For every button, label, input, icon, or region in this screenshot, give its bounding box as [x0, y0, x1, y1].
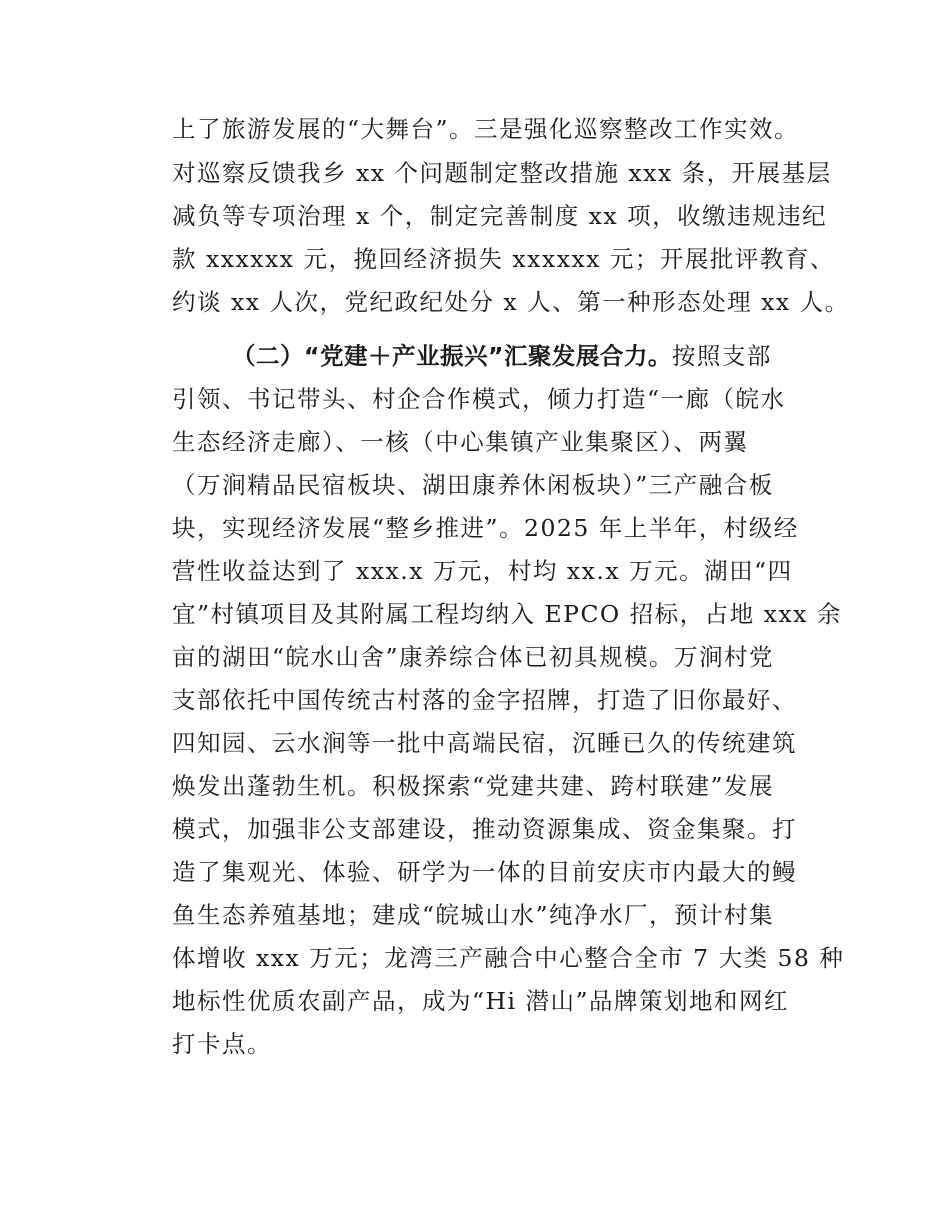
paragraph-line: 对巡察反馈我乡 xx 个问题制定整改措施 xxx 条，开展基层	[172, 159, 832, 187]
paragraph-line: 上了旅游发展的“大舞台”。三是强化巡察整改工作实效。	[172, 115, 800, 143]
paragraph-line: 减负等专项治理 x 个，制定完善制度 xx 项，收缴违规违纪	[172, 202, 828, 230]
paragraph-line: （万涧精品民宿板块、湖田康养休闲板块）”三产融合板	[172, 471, 774, 499]
paragraph-line: 模式，加强非公支部建设，推动资源集成、资金集聚。打	[172, 815, 797, 843]
section-heading-line	[232, 336, 872, 376]
paragraph-line: 亩的湖田“皖水山舍”康养综合体已初具规模。万涧村党	[172, 643, 775, 671]
paragraph-line: 块，实现经济发展“整乡推进”。2025 年上半年，村级经	[172, 514, 799, 542]
paragraph-line: 焕发出蓬勃生机。积极探索“党建共建、跨村联建”发展	[172, 772, 775, 800]
section-heading: （二）“党建＋产业振兴”汇聚发展合力。	[232, 342, 672, 370]
paragraph-line: 款 xxxxxx 元，挽回经济损失 xxxxxx 元；开展批评教育、	[172, 245, 835, 273]
section-first-line-rest: 按照支部	[671, 342, 772, 370]
paragraph-line: 约谈 xx 人次，党纪政纪处分 x 人、第一种形态处理 xx 人。	[172, 288, 850, 316]
paragraph-line: 地标性优质农副产品，成为“Hi 潜山”品牌策划地和网红	[172, 987, 790, 1015]
paragraph-line: 生态经济走廊）、一核（中心集镇产业集聚区）、两翼	[172, 428, 749, 456]
paragraph-line: 营性收益达到了 xxx.x 万元，村均 xx.x 万元。湖田“四	[172, 557, 793, 585]
paragraph-line: 打卡点。	[172, 1030, 272, 1058]
paragraph-line: 四知园、云水涧等一批中高端民宿，沉睡已久的传统建筑	[172, 729, 797, 757]
paragraph-line: 造了集观光、体验、研学为一体的目前安庆市内最大的鳗	[172, 858, 797, 886]
paragraph-line: 体增收 xxx 万元；龙湾三产融合中心整合全市 7 大类 58 种	[172, 944, 845, 972]
paragraph-line: 宜”村镇项目及其附属工程均纳入 EPCO 招标，占地 xxx 余	[172, 600, 842, 628]
paragraph-line: 支部依托中国传统古村落的金字招牌，打造了旧你最好、	[172, 686, 797, 714]
paragraph-line: 鱼生态养殖基地；建成“皖城山水”纯净水厂，预计村集	[172, 901, 775, 929]
paragraph-line: 引领、书记带头、村企合作模式，倾力打造“一廊（皖水	[172, 385, 786, 413]
